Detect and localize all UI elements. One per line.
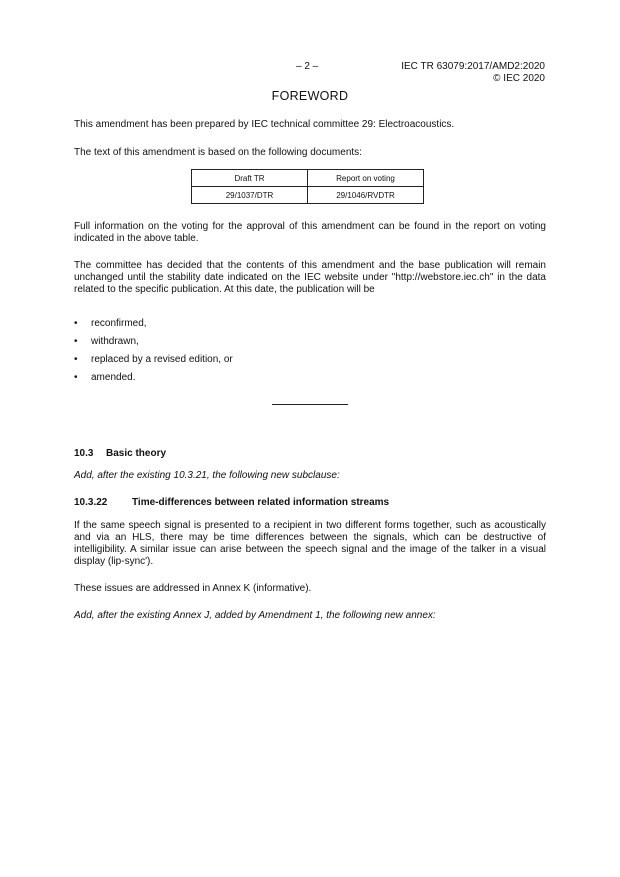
table-header-cell: Draft TR [192, 170, 308, 187]
section-heading [74, 448, 166, 459]
foreword-para-2: The text of this amendment is based on the following documents: [74, 147, 362, 158]
foreword-title: FOREWORD [271, 89, 349, 103]
list-item-text: withdrawn, [91, 336, 139, 347]
bullet-icon: • [74, 354, 78, 365]
bullet-icon: • [74, 336, 78, 347]
instruction-1: Add, after the existing 10.3.21, the following new subclause: [74, 470, 340, 481]
divider [272, 404, 348, 405]
table-row [192, 187, 424, 204]
list-item [74, 372, 233, 390]
subsection-number: 10.3.22 [74, 497, 108, 508]
list-item [74, 336, 233, 354]
copyright-text: © IEC 2020 [493, 73, 545, 84]
doc-id-text: IEC TR 63079:2017/AMD2:2020 [401, 61, 545, 72]
section-number: 10.3 [74, 448, 94, 459]
list-item-text: reconfirmed, [91, 318, 147, 329]
list-item [74, 354, 233, 372]
subsection-title: Time-differences between related information streams [132, 497, 390, 508]
bullet-icon: • [74, 372, 78, 383]
table-header-cell: Report on voting [308, 170, 424, 187]
bullet-list [74, 318, 233, 390]
foreword-para-1: This amendment has been prepared by IEC technical committee 29: Electroacoustics. [74, 119, 455, 130]
section-para-1: If the same speech signal is presented to a recipient in two different forms together, such as acoustically and via an HLS, there may be time differences between the signals, which can be destructive of intelligibility. A similar issue can arise between the speech signal and the image of the talker in a visual display (lip-sync'). [74, 520, 546, 567]
section-title: Basic theory [106, 448, 167, 459]
list-item-text: amended. [91, 372, 136, 383]
section-para-2: These issues are addressed in Annex K (informative). [74, 583, 312, 594]
foreword-para-3: Full information on the voting for the approval of this amendment can be found in the report on voting indicated in the above table. [74, 221, 546, 244]
table-header-row [192, 170, 424, 187]
list-item [74, 318, 233, 336]
foreword-para-4: The committee has decided that the contents of this amendment and the base publication will remain unchanged until the stability date indicated on the IEC website under "http://webstore.iec.ch" in the data related to the specific publication. At this date, the publication will be [74, 260, 546, 295]
list-item-text: replaced by a revised edition, or [91, 354, 233, 365]
documents-table [191, 169, 424, 204]
page-number: – 2 – [296, 61, 319, 72]
subsection-heading [74, 497, 389, 508]
document-id [401, 61, 545, 85]
bullet-icon: • [74, 318, 78, 329]
table-cell: 29/1037/DTR [192, 187, 308, 204]
instruction-2: Add, after the existing Annex J, added by Amendment 1, the following new annex: [74, 610, 436, 621]
table-cell: 29/1046/RVDTR [308, 187, 424, 204]
